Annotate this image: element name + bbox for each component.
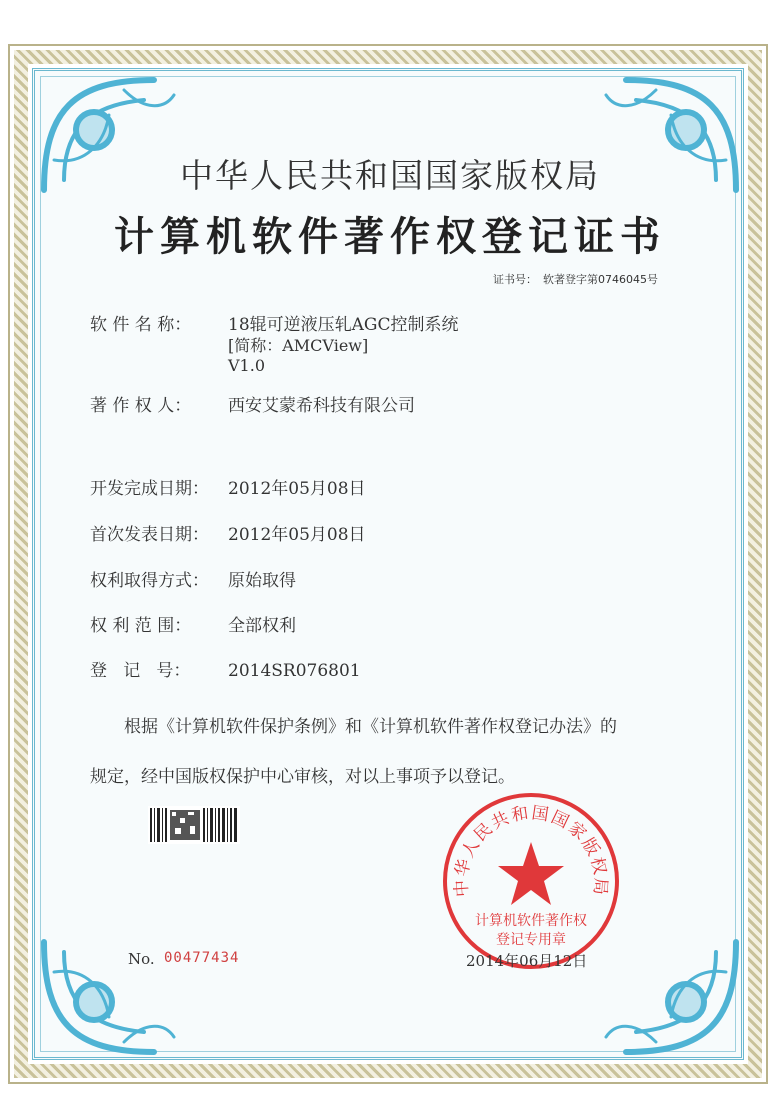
certificate-number xyxy=(487,271,658,287)
barcode xyxy=(148,806,240,844)
pub-date-row xyxy=(90,520,366,545)
body-paragraph-line-2: 规定，经中国版权保护中心审核，对以上事项予以登记。 xyxy=(90,767,515,787)
pub-date-value: 2012年05月08日 xyxy=(228,525,366,545)
scope-label: 权 利 范 围： xyxy=(90,616,192,636)
reg-no-row xyxy=(90,656,361,681)
owner-value: 西安艾蒙希科技有限公司 xyxy=(228,396,415,416)
dev-date-label: 开发完成日期： xyxy=(90,479,209,499)
acquire-label: 权利取得方式： xyxy=(90,571,209,591)
cert-no-label: 证书号： xyxy=(493,273,537,286)
cert-no-value: 软著登字第0746045号 xyxy=(543,273,658,286)
software-abbr: [简称：AMCView] xyxy=(228,336,369,355)
dev-date-row xyxy=(90,474,366,499)
owner-row xyxy=(90,391,415,416)
software-name-row xyxy=(90,310,459,335)
seal-line-2: 登记专用章 xyxy=(496,932,566,948)
software-name-value: 18辊可逆液压轧AGC控制系统 xyxy=(228,315,459,335)
serial-no-value: 00477434 xyxy=(164,950,240,966)
seal-line-1: 计算机软件著作权 xyxy=(475,913,587,929)
dev-date-value: 2012年05月08日 xyxy=(228,479,366,499)
serial-no-label: No. xyxy=(128,950,155,968)
scope-value: 全部权利 xyxy=(228,616,296,636)
certificate-title: 计算机软件著作权登记证书 xyxy=(114,213,666,260)
reg-no-value: 2014SR076801 xyxy=(228,661,361,681)
software-version: V1.0 xyxy=(228,356,265,375)
seal-star-icon xyxy=(498,842,564,905)
scope-row xyxy=(90,611,296,636)
acquire-row xyxy=(90,566,296,591)
pub-date-label: 首次发表日期： xyxy=(90,525,209,545)
reg-no-label: 登 记 号： xyxy=(90,661,191,681)
seal-ring-text: 中华人民共和国国家版权局 xyxy=(451,803,611,898)
official-seal xyxy=(440,790,622,972)
corner-ornament-bottom-left xyxy=(34,932,184,1062)
acquire-value: 原始取得 xyxy=(228,571,296,591)
software-name-label: 软 件 名 称： xyxy=(90,315,192,335)
owner-label: 著 作 权 人： xyxy=(90,396,192,416)
issuing-authority: 中华人民共和国国家版权局 xyxy=(180,156,600,195)
body-paragraph-line-1: 根据《计算机软件保护条例》和《计算机软件著作权登记办法》的 xyxy=(124,717,617,737)
issue-date: 2014年06月12日 xyxy=(466,952,588,970)
